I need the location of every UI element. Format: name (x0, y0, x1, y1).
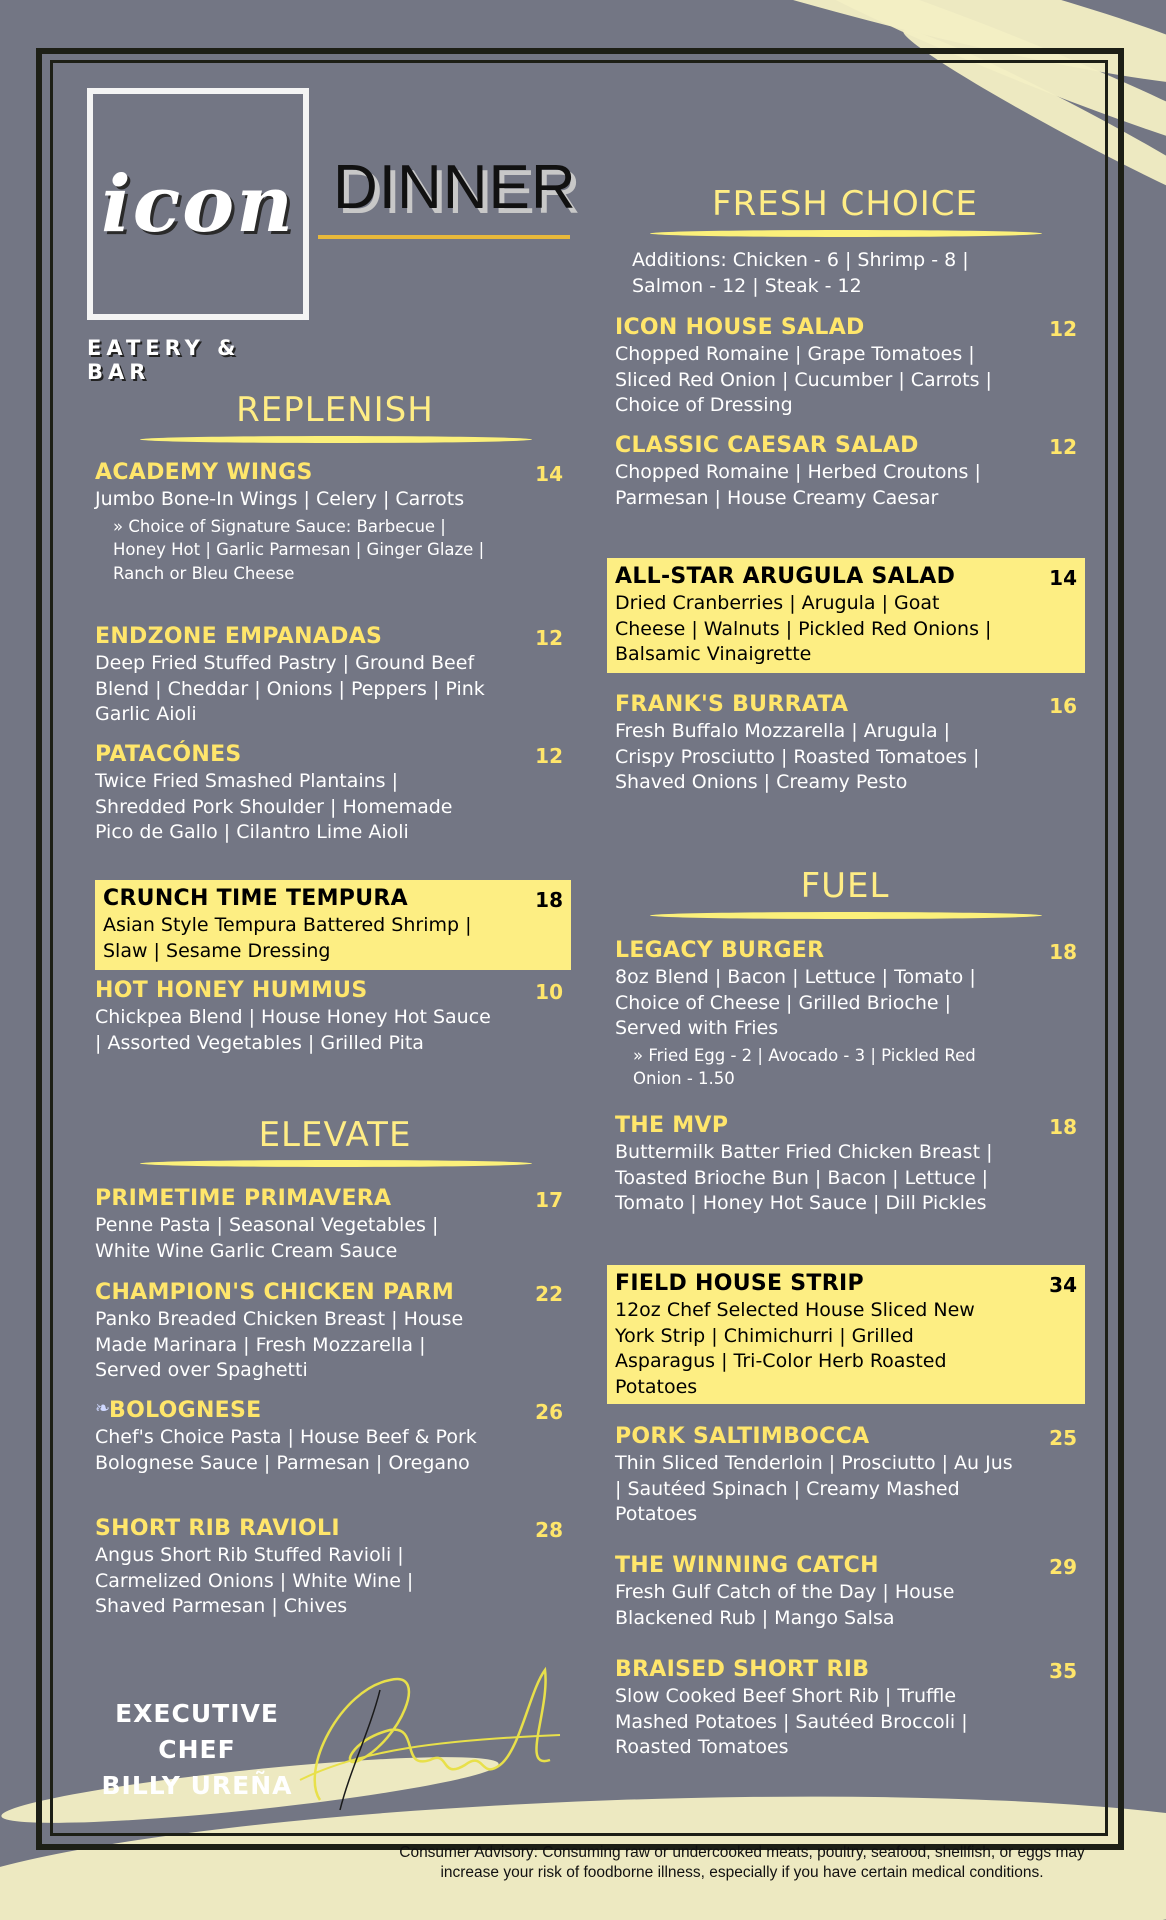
item-price: 12 (1049, 317, 1077, 341)
menu-item (95, 1280, 571, 1384)
menu-item (615, 1424, 1085, 1528)
item-price: 12 (535, 744, 563, 768)
item-name: LEGACY BURGER (615, 938, 825, 963)
item-price: 18 (535, 888, 563, 912)
menu-item (615, 433, 1085, 511)
item-price: 17 (535, 1188, 563, 1212)
item-description: 8oz Blend | Bacon | Lettuce | Tomato | Choice of Cheese | Grilled Brioche | Served with Fries (615, 966, 976, 1039)
item-name: FRANK'S BURRATA (615, 692, 849, 717)
item-price: 34 (1049, 1273, 1077, 1297)
item-price: 14 (535, 462, 563, 486)
item-description: 12oz Chef Selected House Sliced New York Strip | Chimichurri | Grilled Asparagus | Tri-Color Herb Roasted Potatoes (615, 1299, 975, 1398)
item-description: Panko Breaded Chicken Breast | House Made Marinara | Fresh Mozzarella | Served over Spaghetti (95, 1308, 464, 1381)
item-price: 29 (1049, 1555, 1077, 1579)
item-description: Penne Pasta | Seasonal Vegetables | White Wine Garlic Cream Sauce (95, 1214, 439, 1262)
menu-item (95, 978, 571, 1056)
item-price: 25 (1049, 1426, 1077, 1450)
item-name: HOT HONEY HUMMUS (95, 978, 368, 1003)
logo-text: icon (101, 158, 295, 250)
item-price: 35 (1049, 1659, 1077, 1683)
chef-title: EXECUTIVE CHEF (115, 1699, 279, 1764)
item-description: Jumbo Bone-In Wings | Celery | Carrots (95, 488, 465, 510)
item-description: Asian Style Tempura Battered Shrimp | Slaw | Sesame Dressing (103, 914, 472, 962)
item-name: PATACÓNES (95, 742, 242, 767)
menu-item (615, 1553, 1085, 1631)
title-underline (318, 235, 570, 239)
page-title: DINNER (333, 153, 577, 222)
item-description: Chopped Romaine | Herbed Croutons | Parmesan | House Creamy Caesar (615, 461, 981, 509)
item-price: 18 (1049, 940, 1077, 964)
logo (87, 88, 309, 320)
menu-item-highlighted (607, 1265, 1085, 1404)
menu-item (615, 938, 1085, 1091)
section-title-fuel: FUEL (800, 866, 890, 906)
section-underline-replenish (140, 436, 532, 443)
menu-item (615, 692, 1085, 796)
item-name: BRAISED SHORT RIB (615, 1657, 870, 1682)
item-note: » Choice of Signature Sauce: Barbecue | Honey Hot | Garlic Parmesan | Ginger Glaze | Ranch or Bleu Cheese (113, 516, 485, 583)
item-name: PRIMETIME PRIMAVERA (95, 1186, 392, 1211)
item-name (95, 1398, 571, 1423)
item-description: Chef's Choice Pasta | House Beef & Pork Bolognese Sauce | Parmesan | Oregano (95, 1426, 477, 1474)
menu-item-highlighted (607, 558, 1085, 673)
menu-item (95, 1398, 571, 1476)
item-description: Chickpea Blend | House Honey Hot Sauce | Assorted Vegetables | Grilled Pita (95, 1006, 491, 1054)
item-name: THE WINNING CATCH (615, 1553, 879, 1578)
item-name: CHAMPION'S CHICKEN PARM (95, 1280, 455, 1305)
item-name: FIELD HOUSE STRIP (615, 1271, 864, 1296)
item-price: 12 (535, 626, 563, 650)
item-name: PORK SALTIMBOCCA (615, 1424, 870, 1449)
menu-item (615, 315, 1085, 419)
item-name: CRUNCH TIME TEMPURA (103, 886, 408, 911)
section-underline-fresh-choice (650, 230, 1042, 237)
item-price: 10 (535, 980, 563, 1004)
item-price: 12 (1049, 435, 1077, 459)
menu-item (95, 624, 571, 728)
item-description: Twice Fried Smashed Plantains | Shredded Pork Shoulder | Homemade Pico de Gallo | Cilantro Lime Aioli (95, 770, 453, 843)
item-name: CLASSIC CAESAR SALAD (615, 433, 919, 458)
item-description: Deep Fried Stuffed Pastry | Ground Beef Blend | Cheddar | Onions | Peppers | Pink Garlic Aioli (95, 652, 485, 725)
menu-item (615, 1657, 1085, 1761)
item-price: 14 (1049, 566, 1077, 590)
item-name-text: BOLOGNESE (109, 1398, 262, 1423)
item-price: 22 (535, 1282, 563, 1306)
chef-name: BILLY UREÑA (101, 1771, 293, 1800)
section-title-fresh-choice: FRESH CHOICE (712, 184, 978, 224)
item-name: ALL-STAR ARUGULA SALAD (615, 564, 956, 589)
section-underline-elevate (140, 1160, 532, 1167)
item-description: Dried Cranberries | Arugula | Goat Cheese | Walnuts | Pickled Red Onions | Balsamic Vinaigrette (615, 592, 992, 665)
item-name: SHORT RIB RAVIOLI (95, 1516, 340, 1541)
pepper-icon: ❧ (95, 1398, 111, 1419)
item-name: ACADEMY WINGS (95, 460, 313, 485)
menu-item (615, 1113, 1085, 1217)
item-price: 28 (535, 1518, 563, 1542)
item-description: Fresh Gulf Catch of the Day | House Blackened Rub | Mango Salsa (615, 1581, 955, 1629)
consumer-advisory: Consumer Advisory: Consuming raw or undercooked meats, poultry, seafood, shellfish, or eggs may increase your risk of foodborne illness, especially if you have certain medical conditions. (399, 1844, 1085, 1881)
section-underline-fuel (650, 912, 1042, 919)
menu-item (95, 460, 571, 585)
section-title-elevate: ELEVATE (258, 1115, 412, 1155)
menu-item-highlighted (95, 880, 571, 970)
item-name: ENDZONE EMPANADAS (95, 624, 383, 649)
item-price: 26 (535, 1400, 563, 1424)
item-description: Buttermilk Batter Fried Chicken Breast | Toasted Brioche Bun | Bacon | Lettuce | Tomato | Honey Hot Sauce | Dill Pickles (615, 1141, 993, 1214)
item-price: 18 (1049, 1115, 1077, 1139)
menu-item (95, 742, 571, 846)
item-description: Chopped Romaine | Grape Tomatoes | Sliced Red Onion | Cucumber | Carrots | Choice of Dressing (615, 343, 992, 416)
logo-subtitle: EATERY & BAR (87, 336, 241, 384)
item-name: THE MVP (615, 1113, 729, 1138)
menu-item (95, 1516, 571, 1620)
item-note: » Fried Egg - 2 | Avocado - 3 | Pickled Red Onion - 1.50 (633, 1045, 976, 1088)
chef-signature (280, 1650, 570, 1820)
additions-note: Additions: Chicken - 6 | Shrimp - 8 | Salmon - 12 | Steak - 12 (632, 249, 969, 297)
section-title-replenish: REPLENISH (236, 390, 434, 430)
menu-item (95, 1186, 571, 1264)
item-description: Fresh Buffalo Mozzarella | Arugula | Crispy Prosciutto | Roasted Tomatoes | Shaved Onions | Creamy Pesto (615, 720, 980, 793)
item-description: Thin Sliced Tenderloin | Prosciutto | Au Jus | Sautéed Spinach | Creamy Mashed Potatoes (615, 1452, 1013, 1525)
item-price: 16 (1049, 694, 1077, 718)
item-description: Slow Cooked Beef Short Rib | Truffle Mashed Potatoes | Sautéed Broccoli | Roasted Tomatoes (615, 1685, 968, 1758)
item-description: Angus Short Rib Stuffed Ravioli | Carmelized Onions | White Wine | Shaved Parmesan | Chives (95, 1544, 414, 1617)
item-name: ICON HOUSE SALAD (615, 315, 865, 340)
